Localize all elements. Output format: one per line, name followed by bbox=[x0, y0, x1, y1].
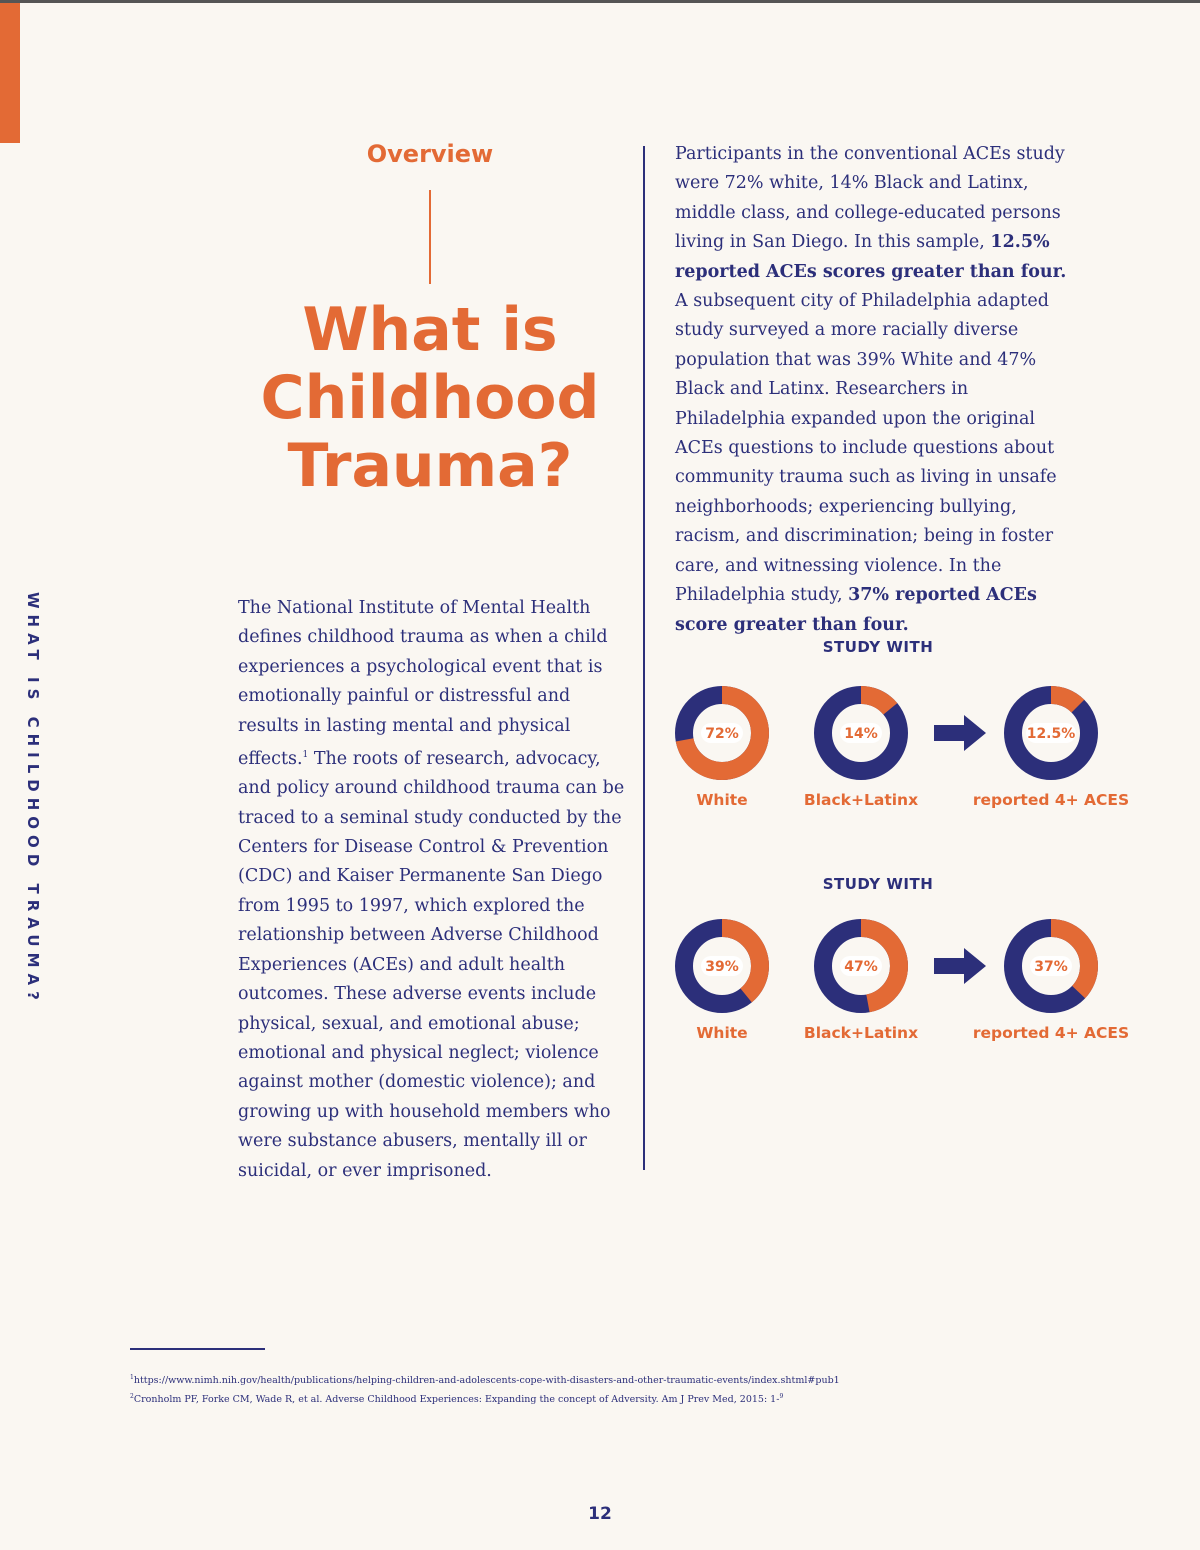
donut-chart bbox=[674, 918, 770, 1014]
page-title bbox=[240, 296, 620, 500]
donut-value-label: 37% bbox=[1034, 959, 1068, 975]
footnote-number: 2 bbox=[130, 1393, 134, 1401]
study-highlight-1: 12.5% reported ACEs scores greater than four. bbox=[675, 232, 1067, 282]
donut-value-label: 14% bbox=[844, 726, 878, 742]
title-line: What is bbox=[302, 295, 558, 365]
footnote-text: https://www.nimh.nih.gov/health/publications/helping-children-and-adolescents-cope-with-disasters-and-other-traumatic-events/index.shtml#pub1 bbox=[133, 1375, 840, 1387]
footnote-divider bbox=[130, 1348, 265, 1350]
study-text-2: A subsequent city of Philadelphia adapted study surveyed a more racially diverse population that was 39% White and 47% Black and Latinx. Researchers in Philadelphia expanded upon the original ACEs questions to include questions about community trauma such as living in unsafe neighborhoods; experiencing bullying, racism, and discrimination; being in foster care, and witnessing violence. In the Philadelphia study, bbox=[675, 291, 1057, 606]
top-border bbox=[0, 0, 1200, 3]
intro-text-1: The National Institute of Mental Health defines childhood trauma as when a child experiences a psychological event that is emotionally painful or distressful and results in lasting mental and physical effects. bbox=[238, 598, 608, 769]
section-label: Overview bbox=[366, 140, 494, 168]
donut-label: reported 4+ ACES bbox=[972, 791, 1130, 809]
donut-chart bbox=[813, 685, 909, 781]
donut-label: White bbox=[696, 791, 748, 809]
right-arrow-icon bbox=[932, 946, 988, 986]
accent-bar bbox=[0, 3, 20, 143]
donut-value-label: 72% bbox=[705, 726, 739, 742]
donut-label: Black+Latinx bbox=[803, 791, 919, 809]
study-title: STUDY WITH bbox=[822, 875, 934, 893]
intro-text-2: The roots of research, advocacy, and policy around childhood trauma can be traced to a seminal study conducted by the Centers for Disease Control & Prevention (CDC) and Kaiser Permanente San Diego from 1995 to 1997, which explored the relationship between Adverse Childhood Experiences (ACEs) and adult health outcomes. These adverse events include physical, sexual, and emotional abuse; emotional and physical neglect; violence against mother (domestic violence); and growing up with household members who were substance abusers, mentally ill or suicidal, or ever imprisoned. bbox=[238, 748, 625, 1181]
title-line: Trauma? bbox=[287, 431, 573, 501]
donut-chart bbox=[1003, 918, 1099, 1014]
donut-label: Black+Latinx bbox=[803, 1024, 919, 1042]
footnote-text: Cronholm PF, Forke CM, Wade R, et al. Adverse Childhood Experiences: Expanding the concept of Adversity. Am J Prev Med, 2015: 1- bbox=[133, 1394, 780, 1406]
footnotes bbox=[130, 1370, 1030, 1408]
study-highlight-2: 37% reported ACEs score greater than four. bbox=[675, 585, 1037, 635]
page-number: 12 bbox=[588, 1504, 612, 1524]
donut-chart bbox=[813, 918, 909, 1014]
footnote-item bbox=[130, 1370, 1030, 1389]
title-line: Childhood bbox=[260, 363, 600, 433]
right-arrow-icon bbox=[932, 713, 988, 753]
footnote-number: 1 bbox=[130, 1374, 134, 1381]
donut-label: reported 4+ ACES bbox=[972, 1024, 1130, 1042]
side-running-title: WHAT IS CHILDHOOD TRAUMA? bbox=[24, 592, 42, 1006]
overview-divider bbox=[429, 190, 431, 284]
intro-paragraph bbox=[238, 594, 628, 1186]
footnote-item bbox=[130, 1389, 1030, 1408]
column-divider bbox=[643, 146, 645, 1170]
donut-value-label: 39% bbox=[705, 959, 739, 975]
study-text-1: Participants in the conventional ACEs study were 72% white, 14% Black and Latinx, middle class, and college-educated persons living in San Diego. In this sample, bbox=[675, 144, 1065, 253]
footnote-tail: 9 bbox=[779, 1393, 784, 1401]
donut-label: White bbox=[696, 1024, 748, 1042]
study-title: STUDY WITH bbox=[822, 638, 934, 656]
donut-value-label: 47% bbox=[844, 959, 878, 975]
footnote-ref: 1 bbox=[302, 750, 309, 761]
donut-value-label: 12.5% bbox=[1026, 726, 1076, 742]
donut-chart bbox=[674, 685, 770, 781]
donut-chart bbox=[1003, 685, 1099, 781]
study-paragraph bbox=[675, 140, 1070, 640]
